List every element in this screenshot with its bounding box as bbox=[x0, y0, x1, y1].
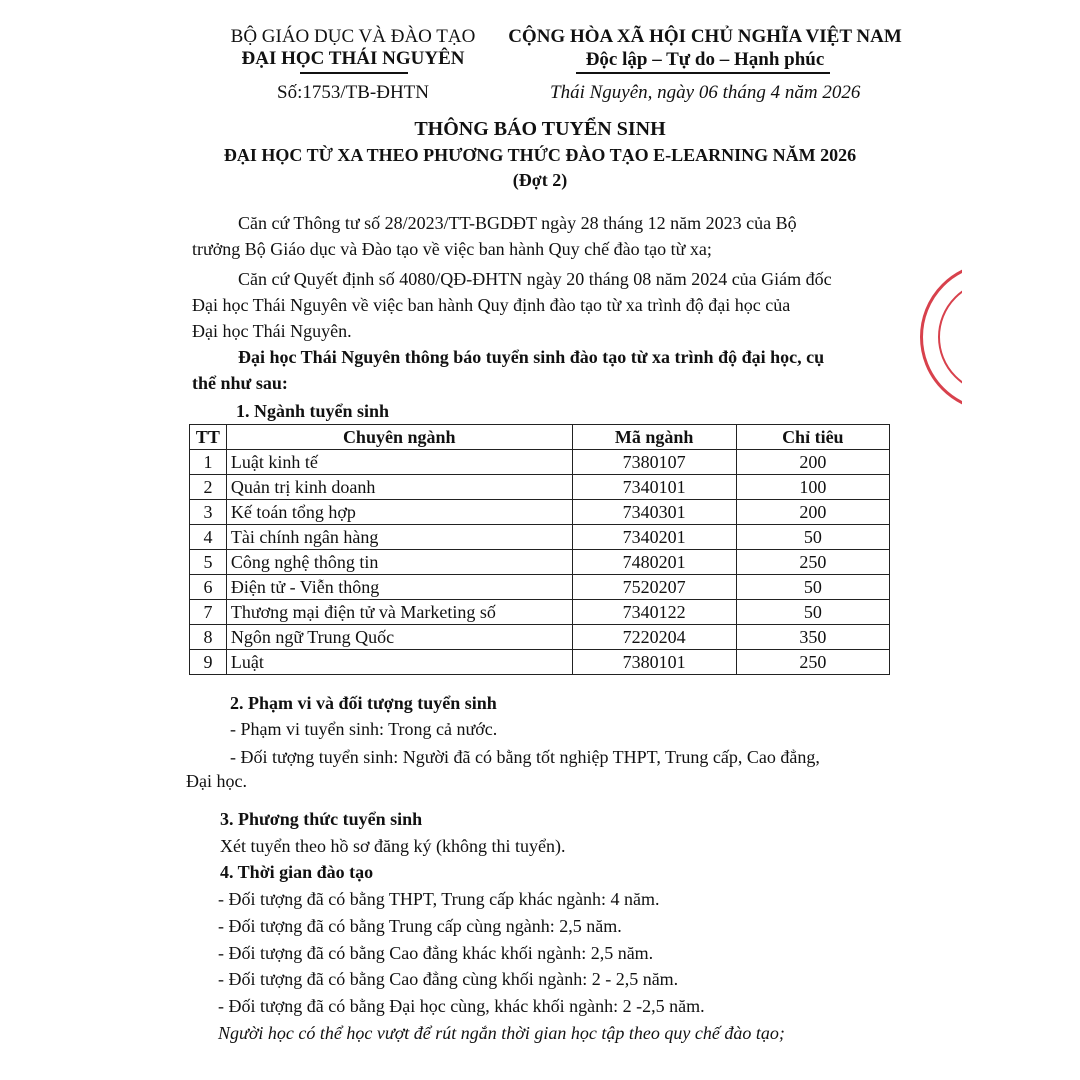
row-quota: 250 bbox=[736, 650, 889, 675]
row-tt: 4 bbox=[190, 525, 227, 550]
section2-target-line1: - Đối tượng tuyển sinh: Người đã có bằng tốt nghiệp THPT, Trung cấp, Cao đẳng, bbox=[230, 747, 820, 767]
row-tt: 7 bbox=[190, 600, 227, 625]
row-tt: 5 bbox=[190, 550, 227, 575]
row-major: Luật bbox=[226, 650, 572, 675]
row-major: Quản trị kinh doanh bbox=[226, 475, 572, 500]
row-code: 7380101 bbox=[572, 650, 736, 675]
preamble-p1-line2: trưởng Bộ Giáo dục và Đào tạo về việc ban hành Quy chế đào tạo từ xa; bbox=[192, 239, 712, 259]
column-header-major: Chuyên ngành bbox=[226, 425, 572, 450]
table-row bbox=[190, 525, 890, 550]
table-row bbox=[190, 500, 890, 525]
preamble-p1-line1: Căn cứ Thông tư số 28/2023/TT-BGDĐT ngày 28 tháng 12 năm 2023 của Bộ bbox=[238, 213, 797, 233]
ministry-name: BỘ GIÁO DỤC VÀ ĐÀO TẠO bbox=[230, 26, 476, 47]
column-header-code: Mã ngành bbox=[572, 425, 736, 450]
table-row bbox=[190, 475, 890, 500]
section4-item: - Đối tượng đã có bằng Cao đẳng cùng khối ngành: 2 - 2,5 năm. bbox=[218, 969, 679, 989]
section3-heading: 3. Phương thức tuyển sinh bbox=[220, 809, 423, 829]
preamble-p3-line1: Đại học Thái Nguyên thông báo tuyển sinh đào tạo từ xa trình độ đại học, cụ bbox=[238, 347, 825, 367]
row-quota: 50 bbox=[736, 600, 889, 625]
row-code: 7340201 bbox=[572, 525, 736, 550]
table-row bbox=[190, 450, 890, 475]
section4-note: Người học có thể học vượt để rút ngắn thời gian học tập theo quy chế đào tạo; bbox=[218, 1023, 785, 1043]
university-name: ĐẠI HỌC THÁI NGUYÊN bbox=[241, 48, 465, 69]
motto-underline bbox=[576, 72, 830, 74]
column-header-tt: TT bbox=[190, 425, 227, 450]
column-header-quota: Chỉ tiêu bbox=[736, 425, 889, 450]
row-tt: 2 bbox=[190, 475, 227, 500]
preamble-p2-line2: Đại học Thái Nguyên về việc ban hành Quy định đào tạo từ xa trình độ đại học của bbox=[192, 295, 791, 315]
table-row bbox=[190, 625, 890, 650]
row-major: Tài chính ngân hàng bbox=[226, 525, 572, 550]
official-seal bbox=[920, 250, 962, 430]
row-quota: 50 bbox=[736, 575, 889, 600]
row-quota: 250 bbox=[736, 550, 889, 575]
row-quota: 200 bbox=[736, 450, 889, 475]
section3-text: Xét tuyển theo hồ sơ đăng ký (không thi tuyển). bbox=[220, 836, 566, 856]
section2-heading: 2. Phạm vi và đối tượng tuyển sinh bbox=[230, 693, 497, 713]
majors-table bbox=[189, 424, 890, 675]
row-code: 7340101 bbox=[572, 475, 736, 500]
section4-item: - Đối tượng đã có bằng THPT, Trung cấp khác ngành: 4 năm. bbox=[218, 889, 660, 909]
table-row bbox=[190, 650, 890, 675]
row-quota: 200 bbox=[736, 500, 889, 525]
university-underline bbox=[300, 72, 408, 74]
section4-item: - Đối tượng đã có bằng Trung cấp cùng ngành: 2,5 năm. bbox=[218, 916, 622, 936]
notice-round: (Đợt 2) bbox=[512, 170, 568, 190]
row-major: Kế toán tổng hợp bbox=[226, 500, 572, 525]
row-quota: 100 bbox=[736, 475, 889, 500]
section4-item: - Đối tượng đã có bằng Đại học cùng, khác khối ngành: 2 -2,5 năm. bbox=[218, 996, 705, 1016]
section4-heading: 4. Thời gian đào tạo bbox=[220, 862, 374, 882]
table-row bbox=[190, 575, 890, 600]
row-tt: 6 bbox=[190, 575, 227, 600]
section2-target-line2: Đại học. bbox=[186, 771, 247, 791]
notice-subtitle: ĐẠI HỌC TỪ XA THEO PHƯƠNG THỨC ĐÀO TẠO E-LEARNING NĂM 2026 bbox=[223, 145, 857, 165]
row-major: Ngôn ngữ Trung Quốc bbox=[226, 625, 572, 650]
section4-item: - Đối tượng đã có bằng Cao đẳng khác khối ngành: 2,5 năm. bbox=[218, 943, 654, 963]
row-major: Công nghệ thông tin bbox=[226, 550, 572, 575]
row-code: 7520207 bbox=[572, 575, 736, 600]
notice-title: THÔNG BÁO TUYỂN SINH bbox=[414, 118, 666, 140]
section2-scope: - Phạm vi tuyển sinh: Trong cả nước. bbox=[230, 719, 498, 739]
row-tt: 1 bbox=[190, 450, 227, 475]
table-header-row bbox=[190, 425, 890, 450]
preamble-p2-line1: Căn cứ Quyết định số 4080/QĐ-ĐHTN ngày 20 tháng 08 năm 2024 của Giám đốc bbox=[238, 269, 832, 289]
preamble-p2-line3: Đại học Thái Nguyên. bbox=[192, 321, 352, 341]
table-row bbox=[190, 550, 890, 575]
row-code: 7380107 bbox=[572, 450, 736, 475]
row-code: 7340301 bbox=[572, 500, 736, 525]
preamble-p3-line2: thể như sau: bbox=[192, 373, 288, 393]
row-tt: 9 bbox=[190, 650, 227, 675]
section1-heading: 1. Ngành tuyển sinh bbox=[236, 401, 390, 421]
document-number: Số:1753/TB-ĐHTN bbox=[277, 82, 429, 103]
national-motto: Độc lập – Tự do – Hạnh phúc bbox=[585, 49, 825, 70]
row-tt: 3 bbox=[190, 500, 227, 525]
row-major: Điện tử - Viễn thông bbox=[226, 575, 572, 600]
row-code: 7220204 bbox=[572, 625, 736, 650]
row-code: 7480201 bbox=[572, 550, 736, 575]
row-tt: 8 bbox=[190, 625, 227, 650]
row-quota: 50 bbox=[736, 525, 889, 550]
row-quota: 350 bbox=[736, 625, 889, 650]
row-major: Luật kinh tế bbox=[226, 450, 572, 475]
republic-name: CỘNG HÒA XÃ HỘI CHỦ NGHĨA VIỆT NAM bbox=[508, 26, 902, 47]
date-line: Thái Nguyên, ngày 06 tháng 4 năm 2026 bbox=[550, 82, 861, 103]
row-code: 7340122 bbox=[572, 600, 736, 625]
row-major: Thương mại điện tử và Marketing số bbox=[226, 600, 572, 625]
table-row bbox=[190, 600, 890, 625]
